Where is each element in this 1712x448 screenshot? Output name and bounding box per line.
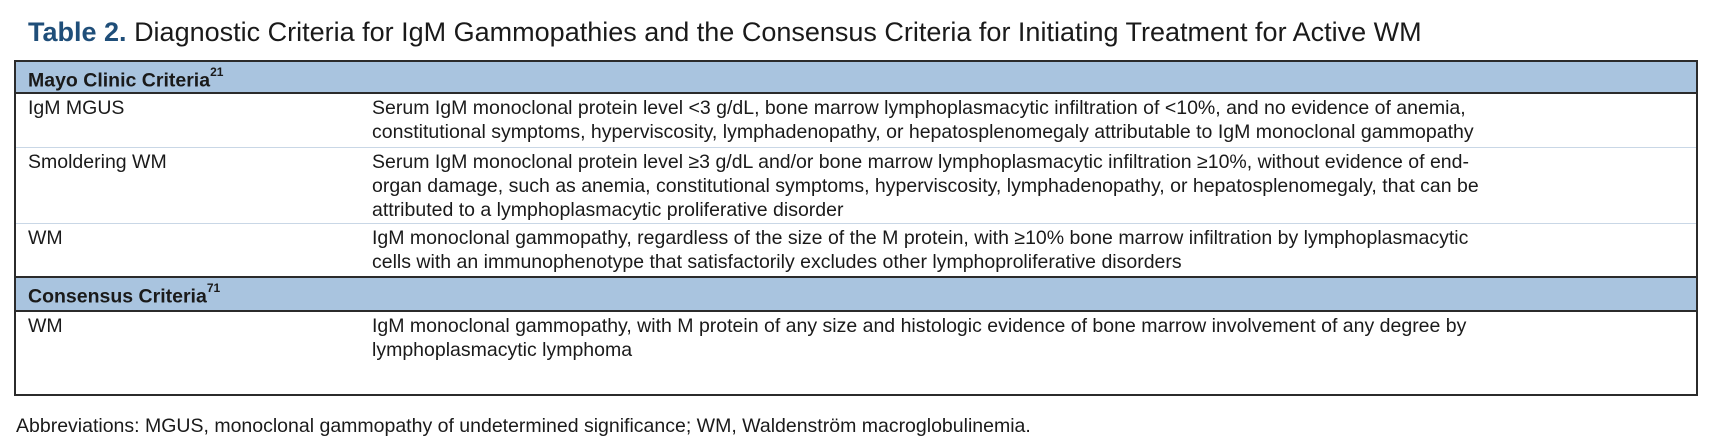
definition-line: lymphoplasmacytic lymphoma: [372, 339, 633, 361]
criteria-table: [14, 60, 1698, 396]
definition-line: attributed to a lymphoplasmacytic proliferative disorder: [372, 199, 844, 221]
definition-line: Serum IgM monoclonal protein level <3 g/dL, bone marrow lymphoplasmacytic infiltration of <10%, and no evidence of anemia,: [372, 97, 1466, 119]
definition-line: cells with an immunophenotype that satisfactorily excludes other lymphoproliferative disorders: [372, 251, 1182, 273]
table-row: [16, 148, 1696, 224]
definition-line: Serum IgM monoclonal protein level ≥3 g/dL and/or bone marrow lymphoplasmacytic infiltration ≥10%, without evidence of end-: [372, 151, 1469, 173]
row-term: Smoldering WM: [28, 151, 167, 173]
row-term: WM: [28, 227, 63, 249]
row-term: WM: [28, 315, 63, 337]
row-definition: [372, 314, 1682, 362]
table-number: Table 2.: [28, 17, 127, 47]
section-header-mayo: [16, 62, 1696, 94]
definition-line: organ damage, such as anemia, constitutional symptoms, hyperviscosity, lymphadenopathy, or hepatosplenomegaly, that can be: [372, 175, 1479, 197]
section-heading: Consensus Criteria$^{71}$: [28, 281, 221, 308]
definition-line: IgM monoclonal gammopathy, regardless of the size of the M protein, with ≥10% bone marrow infiltration by lymphoplasmacytic: [372, 227, 1469, 249]
table-row: [16, 94, 1696, 148]
section-header-consensus: [16, 278, 1696, 312]
reference-superscript: 71: [206, 281, 221, 295]
reference-superscript: 21: [210, 65, 224, 79]
row-definition: [372, 150, 1682, 222]
definition-line: IgM monoclonal gammopathy, with M protein of any size and histologic evidence of bone marrow involvement of any degree by: [372, 315, 1467, 337]
table-caption: Diagnostic Criteria for IgM Gammopathies and the Consensus Criteria for Initiating Treatment for Active WM: [134, 17, 1422, 47]
row-definition: [372, 96, 1682, 144]
definition-line: constitutional symptoms, hyperviscosity, lymphadenopathy, or hepatosplenomegaly attributable to IgM monoclonal gammopathy: [372, 121, 1474, 143]
abbreviations-footnote: Abbreviations: MGUS, monoclonal gammopathy of undetermined significance; WM, Waldenström macroglobulinemia.: [16, 415, 1031, 437]
row-definition: [372, 226, 1682, 274]
table-row: [16, 224, 1696, 278]
table-title: [28, 14, 1422, 50]
row-term: IgM MGUS: [28, 97, 125, 119]
section-heading: Mayo Clinic Criteria$^{21}$: [28, 65, 224, 92]
table-row: [16, 312, 1696, 394]
